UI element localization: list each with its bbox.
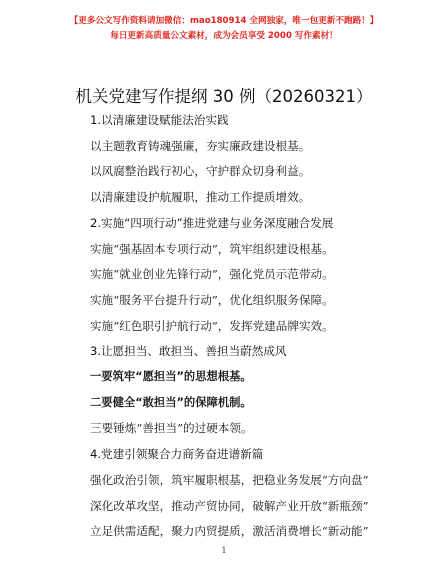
promo-banner-line-2: 每日更新高质量公文素材，成为会员享受 2000 写作素材！ [110,31,338,41]
document-title: 机关党建写作提纲 30 例（20260321） [75,87,373,106]
body-line: 三要锤炼“善担当”的过硬本领。 [90,421,253,436]
body-line: 以风腐整治践行初心，守护群众切身利益。 [90,164,311,179]
section-heading: 3.让愿担当、敢担当、善担当蔚然成风 [90,344,287,359]
section-heading: 2.实施“四项行动”推进党建与业务深度融合发展 [90,215,334,230]
body-line: 立足供需适配，聚力内贸提质，激活消费增长“新动能” [90,524,369,539]
body-line: 实施“强基固本专项行动”，筑牢组织建设根基。 [90,241,334,256]
promo-banner-line-1: 【更多公文写作资料请加微信：mao180914 全网独家，唯一包更新不跑路！】 [69,16,379,26]
page-number: 1 [221,546,227,555]
body-line: 一要筑牢“愿担当”的思想根基。 [90,370,252,383]
body-line: 深化改革攻坚，推动产贸协同，破解产业开放“新瓶颈” [90,498,369,513]
section-heading: 1.以清廉建设赋能法治实践 [90,113,229,127]
body-line: 以清廉建设护航履职，推动工作提质增效。 [90,190,311,205]
body-line: 实施“红色职引护航行动”，发挥党建品牌实效。 [90,318,334,333]
body-line: 实施“服务平台提升行动”，优化组织服务保障。 [90,292,334,307]
body-line: 以主题教育铸魂强廉，夯实廉政建设根基。 [90,138,311,153]
body-line: 强化政治引领，筑牢履职根基，把稳业务发展“方向盘” [90,472,369,487]
body-line: 实施“就业创业先锋行动”，强化党员示范带动。 [90,267,334,282]
body-line: 二要健全“敢担当”的保障机制。 [90,395,252,409]
section-heading: 4.党建引领聚合力商务奋进谱新篇 [90,447,264,462]
